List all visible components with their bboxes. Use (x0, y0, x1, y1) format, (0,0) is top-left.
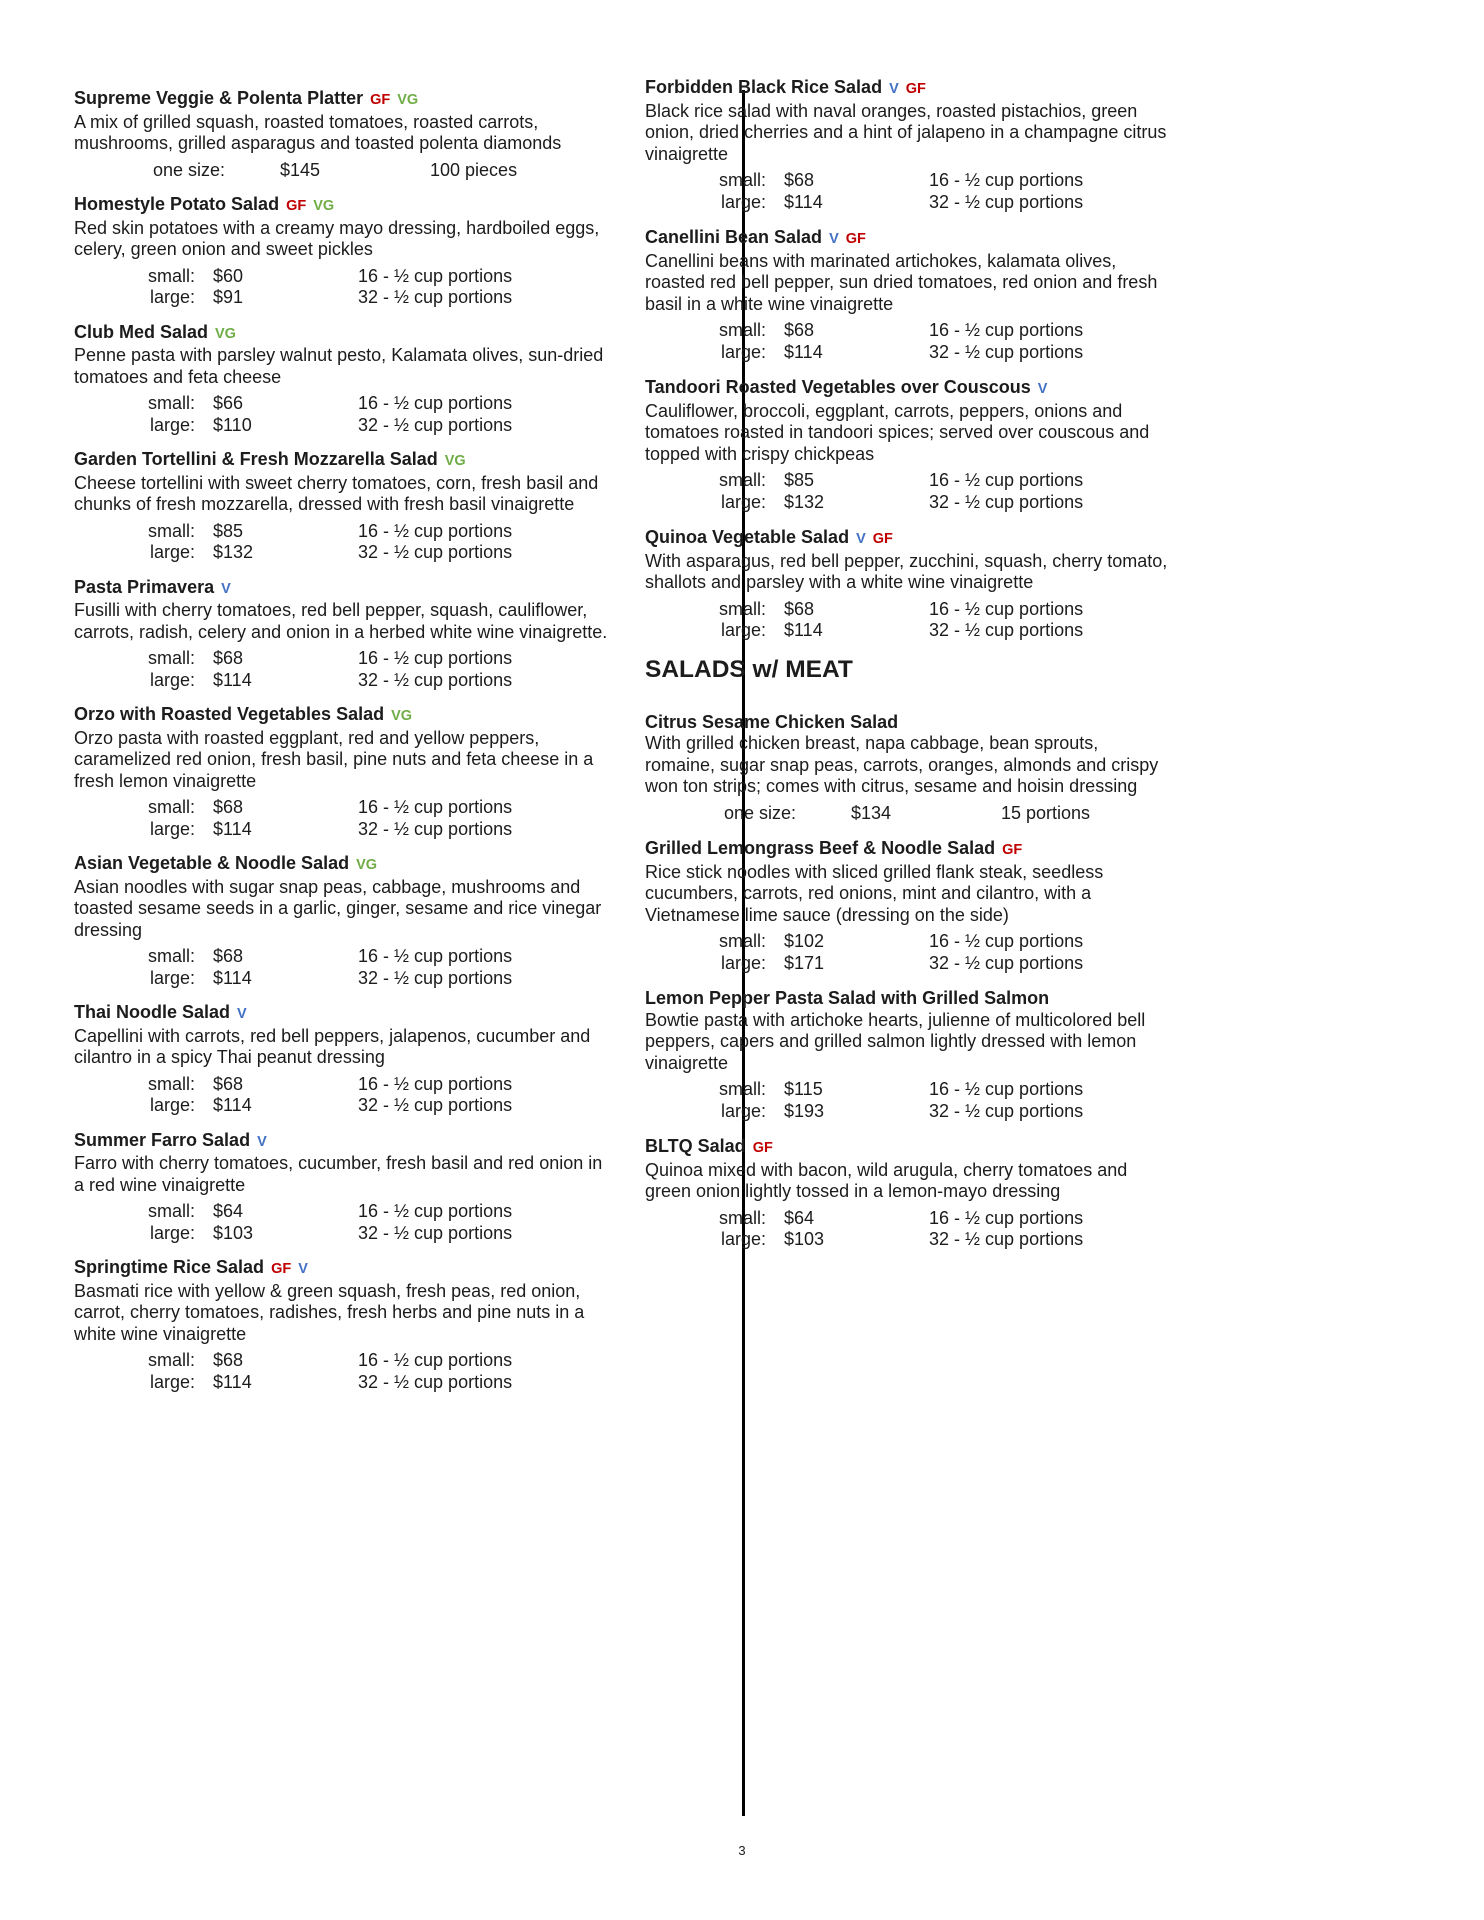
portion-count: 32 - ½ cup portions (929, 491, 1084, 512)
item-title-row (74, 1002, 614, 1026)
portion-count: 32 - ½ cup portions (929, 620, 1084, 640)
size-label: large: (149, 669, 195, 690)
price-block (74, 160, 614, 182)
price-value: $66 (213, 393, 244, 413)
size-label: small: (147, 797, 195, 817)
item-description: Rice stick noodles with sliced grilled flank steak, seedless cucumbers, carrots, red onions, mint and cilantro, with a Vietnamese lime sauce (dressing on the side) (645, 861, 1104, 925)
price-row (645, 170, 1169, 192)
portion-count: 32 - ½ cup portions (358, 542, 513, 562)
size-label: small: (147, 1350, 195, 1370)
portion-count: 16 - ½ cup portions (358, 265, 513, 286)
menu-item (74, 1002, 614, 1117)
portion-count: 32 - ½ cup portions (929, 1100, 1084, 1121)
price-row (74, 648, 614, 670)
price-value: $68 (784, 170, 815, 190)
price-value: $132 (213, 542, 254, 562)
page-number: 3 (738, 1843, 746, 1858)
price-value: $132 (784, 491, 825, 512)
dietary-tag-gf: GF (845, 231, 866, 247)
item-description: Capellini with carrots, red bell peppers, jalapenos, cucumber and cilantro in a spicy Thai peanut dressing (74, 1025, 591, 1067)
price-row (74, 1201, 614, 1223)
item-description: Basmati rice with yellow & green squash, fresh peas, red onion, carrot, cherry tomatoes, radishes, fresh herbs and pine nuts in a white wine vinaigrette (74, 1280, 585, 1344)
item-title: Pasta Primavera (74, 576, 215, 597)
size-label: large: (720, 191, 766, 212)
menu-item (74, 322, 614, 437)
menu-item (74, 88, 614, 181)
price-value: $145 (280, 159, 321, 180)
size-label: large: (149, 967, 195, 988)
price-block (74, 797, 614, 840)
size-label: large: (720, 1100, 766, 1121)
price-value: $114 (213, 1095, 252, 1115)
size-label: small: (147, 520, 195, 541)
price-row (74, 1350, 614, 1372)
price-row (645, 320, 1169, 342)
portion-count: 16 - ½ cup portions (929, 1207, 1084, 1228)
item-title-row (74, 322, 614, 346)
dietary-tag-gf: GF (271, 1261, 292, 1277)
item-title: Forbidden Black Rice Salad (645, 77, 883, 97)
item-title-row (74, 194, 614, 218)
price-row (645, 1079, 1169, 1101)
size-label: one size: (152, 159, 225, 180)
size-label: large: (149, 818, 195, 839)
menu-item (645, 527, 1169, 642)
item-title: Asian Vegetable & Noodle Salad (74, 853, 350, 873)
item-description: A mix of grilled squash, roasted tomatoes, roasted carrots, mushrooms, grilled asparagus and toasted polenta diamonds (74, 111, 562, 153)
dietary-tag-vg: VG (356, 857, 378, 873)
size-label: large: (149, 1222, 195, 1243)
dietary-tag-gf: GF (905, 81, 926, 97)
dietary-tag-vg: VG (313, 198, 335, 214)
price-value: $64 (213, 1201, 244, 1221)
dietary-tag-vg: VG (391, 708, 413, 724)
menu-item (74, 194, 614, 309)
price-block (645, 170, 1169, 213)
size-label: small: (718, 170, 766, 190)
price-block (645, 470, 1169, 513)
portion-count: 32 - ½ cup portions (929, 191, 1084, 212)
menu-column-left (74, 88, 614, 1406)
item-title-row (645, 1136, 1169, 1160)
size-label: small: (147, 1073, 195, 1094)
dietary-tag-gf: GF (370, 92, 391, 108)
section-heading: SALADS w/ MEAT (645, 655, 853, 683)
item-description: Farro with cherry tomatoes, cucumber, fresh basil and red onion in a red wine vinaigrette (74, 1153, 603, 1195)
item-description: With grilled chicken breast, napa cabbage, bean sprouts, romaine, sugar snap peas, carrots, oranges, almonds and crispy won ton strips; comes with citrus, sesame and hoisin dressing (645, 733, 1159, 796)
item-title-row (74, 704, 614, 728)
dietary-tag-gf: GF (752, 1140, 773, 1156)
size-label: small: (147, 946, 195, 966)
price-row (645, 1229, 1169, 1251)
portion-count: 16 - ½ cup portions (929, 320, 1084, 340)
portion-count: 32 - ½ cup portions (929, 341, 1084, 362)
item-title-row (645, 712, 1169, 734)
item-title-row (645, 527, 1169, 551)
price-row (74, 160, 614, 182)
price-row (74, 266, 614, 288)
item-title: Garden Tortellini & Fresh Mozzarella Salad (74, 449, 438, 469)
dietary-tag-v: V (257, 1133, 267, 1150)
price-value: $114 (784, 620, 823, 640)
dietary-tag-gf: GF (872, 531, 893, 547)
size-label: large: (720, 1229, 766, 1249)
price-row (645, 192, 1169, 214)
portion-count: 32 - ½ cup portions (358, 1222, 513, 1243)
price-value: $103 (213, 1222, 254, 1243)
dietary-tag-vg: VG (444, 453, 466, 469)
price-value: $110 (213, 414, 252, 435)
size-label: small: (718, 1207, 766, 1228)
portion-count: 16 - ½ cup portions (929, 470, 1084, 490)
price-value: $171 (784, 952, 825, 973)
price-block (74, 946, 614, 989)
portion-count: 32 - ½ cup portions (358, 669, 513, 690)
price-block (645, 803, 1169, 825)
price-value: $102 (784, 931, 825, 951)
item-title: Supreme Veggie & Polenta Platter (74, 88, 364, 108)
item-description: Canellini beans with marinated artichokes, kalamata olives, roasted red bell pepper, sun dried tomatoes, red onion and fresh basil in a white wine vinaigrette (645, 250, 1158, 314)
portion-count: 16 - ½ cup portions (929, 1079, 1084, 1099)
item-title-row (645, 988, 1169, 1010)
item-title: Club Med Salad (74, 321, 209, 342)
size-label: large: (720, 952, 766, 973)
portion-count: 32 - ½ cup portions (358, 967, 513, 988)
price-row (74, 946, 614, 968)
menu-item (645, 377, 1169, 513)
price-row (74, 415, 614, 437)
portion-count: 16 - ½ cup portions (358, 946, 513, 966)
price-row (645, 492, 1169, 514)
dietary-tag-gf: GF (1002, 842, 1023, 858)
size-label: small: (718, 931, 766, 951)
price-value: $114 (213, 1371, 252, 1392)
price-value: $64 (784, 1207, 815, 1228)
portion-count: 32 - ½ cup portions (929, 1229, 1084, 1249)
item-title-row (74, 1257, 614, 1281)
item-description: Bowtie pasta with artichoke hearts, julienne of multicolored bell peppers, capers and grilled salmon lightly dressed with lemon vinaigrette (645, 1009, 1146, 1073)
dietary-tag-v: V (298, 1261, 308, 1277)
portion-count: 16 - ½ cup portions (929, 598, 1084, 619)
item-title-row (645, 377, 1169, 401)
item-description: Penne pasta with parsley walnut pesto, Kalamata olives, sun-dried tomatoes and feta cheese (74, 345, 604, 387)
size-label: large: (720, 341, 766, 362)
price-value: $68 (213, 648, 244, 668)
item-title-row (645, 227, 1169, 251)
menu-item (74, 704, 614, 840)
portion-count: 16 - ½ cup portions (358, 648, 513, 668)
price-value: $115 (784, 1079, 823, 1099)
price-row (74, 1372, 614, 1394)
menu-item (645, 1136, 1169, 1251)
menu-item (74, 449, 614, 564)
dietary-tag-gf: GF (286, 198, 307, 214)
price-row (645, 1101, 1169, 1123)
portion-count: 16 - ½ cup portions (358, 520, 513, 541)
price-block (645, 320, 1169, 363)
portion-count: 16 - ½ cup portions (358, 1201, 513, 1221)
dietary-tag-v: V (221, 580, 231, 597)
menu-item (74, 1257, 614, 1393)
item-title: Citrus Sesame Chicken Salad (645, 711, 899, 732)
item-title: Canellini Bean Salad (645, 227, 823, 247)
price-value: $68 (213, 797, 244, 817)
item-description: Asian noodles with sugar snap peas, cabbage, mushrooms and toasted sesame seeds in a garlic, ginger, sesame and rice vinegar dressing (74, 876, 602, 940)
menu-item (645, 712, 1169, 825)
portion-count: 16 - ½ cup portions (358, 1073, 513, 1094)
price-block (645, 1208, 1169, 1251)
price-value: $68 (213, 1073, 244, 1094)
item-title: BLTQ Salad (645, 1136, 746, 1156)
price-value: $68 (213, 1350, 244, 1370)
size-label: small: (718, 470, 766, 490)
size-label: large: (149, 1371, 195, 1392)
price-value: $114 (784, 191, 823, 212)
price-row (74, 542, 614, 564)
price-row (645, 803, 1169, 825)
item-title-row (74, 1130, 614, 1154)
dietary-tag-v: V (889, 81, 899, 97)
price-block (74, 648, 614, 691)
item-title: Thai Noodle Salad (74, 1002, 231, 1022)
price-value: $68 (784, 320, 815, 340)
price-row (645, 953, 1169, 975)
size-label: large: (720, 491, 766, 512)
size-label: small: (718, 598, 766, 619)
price-value: $193 (784, 1100, 825, 1121)
price-value: $114 (213, 818, 252, 839)
price-row (74, 521, 614, 543)
portion-count: 32 - ½ cup portions (929, 952, 1084, 973)
menu-item (645, 77, 1169, 213)
price-row (645, 620, 1169, 642)
price-row (74, 287, 614, 309)
price-row (645, 931, 1169, 953)
menu-item (645, 988, 1169, 1122)
price-row (74, 393, 614, 415)
portion-count: 32 - ½ cup portions (358, 287, 513, 307)
price-value: $60 (213, 265, 244, 286)
size-label: small: (147, 648, 195, 668)
portion-count: 32 - ½ cup portions (358, 1371, 513, 1392)
size-label: large: (149, 1095, 195, 1115)
portion-count: 16 - ½ cup portions (929, 931, 1084, 951)
item-description: With asparagus, red bell pepper, zucchini, squash, cherry tomato, shallots and parsley with a white wine vinaigrette (645, 550, 1168, 592)
price-block (74, 1350, 614, 1393)
price-row (74, 1223, 614, 1245)
item-description: Quinoa mixed with bacon, wild arugula, cherry tomatoes and green onion lightly tossed in a lemon-mayo dressing (645, 1159, 1128, 1201)
item-title-row (74, 853, 614, 877)
price-row (74, 797, 614, 819)
item-description: Cauliflower, broccoli, eggplant, carrots, peppers, onions and tomatoes roasted in tandoori spices; served over couscous and topped with crispy chickpeas (645, 400, 1150, 464)
item-title: Springtime Rice Salad (74, 1257, 265, 1277)
item-description: Fusilli with cherry tomatoes, red bell pepper, squash, cauliflower, carrots, radish, celery and onion in a herbed white wine vinaigrette. (74, 600, 608, 642)
price-value: $103 (784, 1229, 825, 1249)
price-value: $68 (784, 598, 815, 619)
size-label: large: (149, 414, 195, 435)
portion-count: 100 pieces (430, 159, 518, 180)
menu-column-right (645, 77, 1169, 1265)
price-block (645, 931, 1169, 974)
menu-item (74, 577, 614, 692)
price-block (74, 1201, 614, 1244)
price-row (74, 819, 614, 841)
item-title-row (74, 577, 614, 601)
menu-item (74, 853, 614, 989)
size-label: small: (718, 1079, 766, 1099)
item-title-row (645, 77, 1169, 101)
item-title: Quinoa Vegetable Salad (645, 527, 850, 547)
price-row (645, 470, 1169, 492)
price-block (645, 1079, 1169, 1122)
item-description: Orzo pasta with roasted eggplant, red and yellow peppers, caramelized red onion, fresh basil, pine nuts and feta cheese in a fresh lemon vinaigrette (74, 727, 594, 791)
price-block (645, 599, 1169, 642)
price-row (645, 1208, 1169, 1230)
price-row (645, 599, 1169, 621)
item-title: Grilled Lemongrass Beef & Noodle Salad (645, 838, 996, 858)
item-title: Lemon Pepper Pasta Salad with Grilled Salmon (645, 988, 1050, 1008)
dietary-tag-vg: VG (397, 92, 419, 108)
price-block (74, 393, 614, 436)
price-row (74, 968, 614, 990)
portion-count: 32 - ½ cup portions (358, 1095, 513, 1115)
item-title: Summer Farro Salad (74, 1129, 251, 1150)
portion-count: 15 portions (1001, 802, 1091, 823)
size-label: small: (147, 1201, 195, 1221)
size-label: small: (718, 320, 766, 340)
item-title: Tandoori Roasted Vegetables over Couscous (645, 377, 1031, 397)
menu-item (645, 227, 1169, 363)
portion-count: 32 - ½ cup portions (358, 818, 513, 839)
size-label: large: (720, 620, 766, 640)
dietary-tag-v: V (829, 231, 839, 247)
dietary-tag-vg: VG (215, 325, 236, 342)
price-value: $91 (213, 287, 244, 307)
price-row (74, 1074, 614, 1096)
dietary-tag-v: V (237, 1006, 247, 1022)
menu-item (74, 1130, 614, 1245)
size-label: large: (149, 287, 195, 307)
price-block (74, 1074, 614, 1117)
price-value: $85 (784, 470, 815, 490)
size-label: large: (149, 542, 195, 562)
price-value: $68 (213, 946, 244, 966)
price-value: $114 (213, 967, 252, 988)
item-description: Black rice salad with naval oranges, roasted pistachios, green onion, dried cherries and a hint of jalapeno in a champagne citrus vinaigrette (645, 100, 1167, 164)
price-value: $85 (213, 520, 244, 541)
price-value: $134 (851, 802, 892, 823)
price-row (645, 342, 1169, 364)
price-block (74, 521, 614, 564)
price-row (74, 1095, 614, 1117)
menu-item (645, 838, 1169, 974)
item-description: Cheese tortellini with sweet cherry tomatoes, corn, fresh basil and chunks of fresh mozzarella, dressed with fresh basil vinaigrette (74, 472, 599, 514)
portion-count: 16 - ½ cup portions (929, 170, 1084, 190)
price-row (74, 670, 614, 692)
price-value: $114 (213, 669, 252, 690)
size-label: one size: (723, 802, 796, 823)
item-title-row (74, 449, 614, 473)
item-title-row (645, 838, 1169, 862)
portion-count: 32 - ½ cup portions (358, 414, 513, 435)
price-block (74, 266, 614, 309)
item-title-row (74, 88, 614, 112)
item-description: Red skin potatoes with a creamy mayo dressing, hardboiled eggs, celery, green onion and sweet pickles (74, 217, 600, 259)
portion-count: 16 - ½ cup portions (358, 797, 513, 817)
dietary-tag-v: V (856, 531, 866, 547)
price-value: $114 (784, 341, 823, 362)
portion-count: 16 - ½ cup portions (358, 393, 513, 413)
size-label: small: (147, 393, 195, 413)
item-title: Orzo with Roasted Vegetables Salad (74, 704, 385, 724)
item-title: Homestyle Potato Salad (74, 194, 280, 214)
dietary-tag-v: V (1037, 381, 1048, 397)
portion-count: 16 - ½ cup portions (358, 1350, 513, 1370)
size-label: small: (147, 265, 195, 286)
